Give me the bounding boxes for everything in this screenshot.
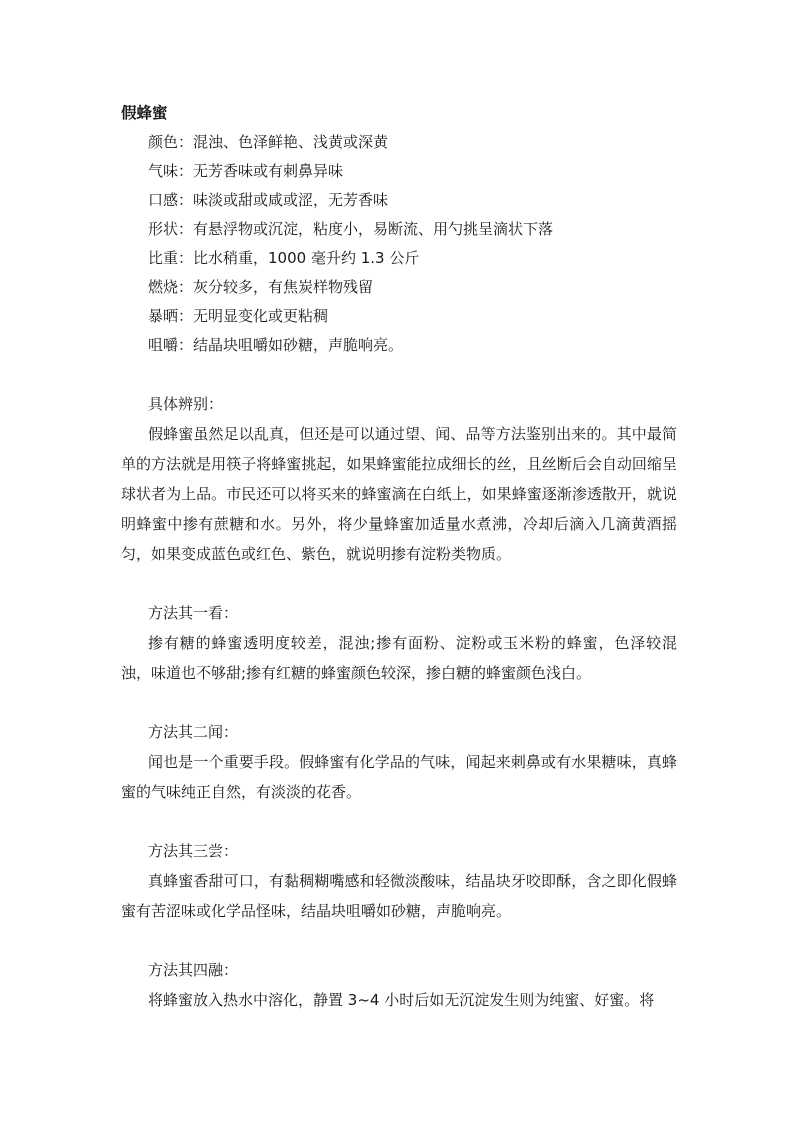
attribute-chewing: 咀嚼：结晶块咀嚼如砂糖，声脆响亮。 (148, 336, 404, 354)
attribute-shape: 形状：有悬浮物或沉淀，粘度小，易断流、用勺挑呈滴状下落 (148, 220, 554, 238)
attribute-taste: 口感：味淡或甜或咸或涩，无芳香味 (148, 191, 389, 209)
section-paragraph: 掺有糖的蜂蜜透明度较差，混浊;掺有面粉、淀粉或玉米粉的蜂蜜，色泽较混浊，味道也不够甜;掺有红糖的蜂蜜颜色较深，掺白糖的蜂蜜颜色浅白。 (121, 634, 677, 682)
document-page (121, 98, 677, 1015)
section-method-look (121, 598, 677, 688)
document-title: 假蜂蜜 (121, 104, 168, 122)
attribute-burning: 燃烧：灰分较多，有焦炭样物残留 (148, 278, 374, 296)
section-identification (121, 389, 677, 569)
section-paragraph: 将蜂蜜放入热水中溶化，静置 3~4 小时后如无沉淀发生则为纯蜜、好蜜。将 (148, 991, 655, 1009)
attribute-color: 颜色：混浊、色泽鲜艳、浅黄或深黄 (148, 133, 389, 151)
attribute-density: 比重：比水稍重，1000 毫升约 1.3 公斤 (148, 249, 420, 267)
section-heading: 方法其二闻： (148, 723, 239, 741)
section-heading: 具体辨别： (148, 395, 224, 413)
section-paragraph: 真蜂蜜香甜可口，有黏稠糊嘴感和轻微淡酸味，结晶块牙咬即酥，含之即化假蜂蜜有苦涩味或化学品怪味，结晶块咀嚼如砂糖，声脆响亮。 (121, 872, 677, 920)
section-method-smell (121, 717, 677, 807)
section-heading: 方法其一看： (148, 604, 239, 622)
section-heading: 方法其四融： (148, 961, 239, 979)
section-heading: 方法其三尝： (148, 842, 239, 860)
attribute-list (121, 128, 677, 360)
attribute-sun-exposure: 暴晒：无明显变化或更粘稠 (148, 307, 329, 325)
section-method-dissolve (121, 955, 677, 1015)
attribute-smell: 气味：无芳香味或有刺鼻异味 (148, 162, 344, 180)
section-paragraph: 闻也是一个重要手段。假蜂蜜有化学品的气味，闻起来刺鼻或有水果糖味，真蜂蜜的气味纯正自然，有淡淡的花香。 (121, 753, 677, 801)
section-paragraph: 假蜂蜜虽然足以乱真，但还是可以通过望、闻、品等方法鉴别出来的。其中最简单的方法就是用筷子将蜂蜜挑起，如果蜂蜜能拉成细长的丝，且丝断后会自动回缩呈球状者为上品。市民还可以将买来的蜂蜜滴在白纸上，如果蜂蜜逐渐渗透散开，就说明蜂蜜中掺有蔗糖和水。另外，将少量蜂蜜加适量水煮沸，冷却后滴入几滴黄酒摇匀，如果变成蓝色或红色、紫色，就说明掺有淀粉类物质。 (121, 425, 677, 563)
section-method-taste (121, 836, 677, 926)
